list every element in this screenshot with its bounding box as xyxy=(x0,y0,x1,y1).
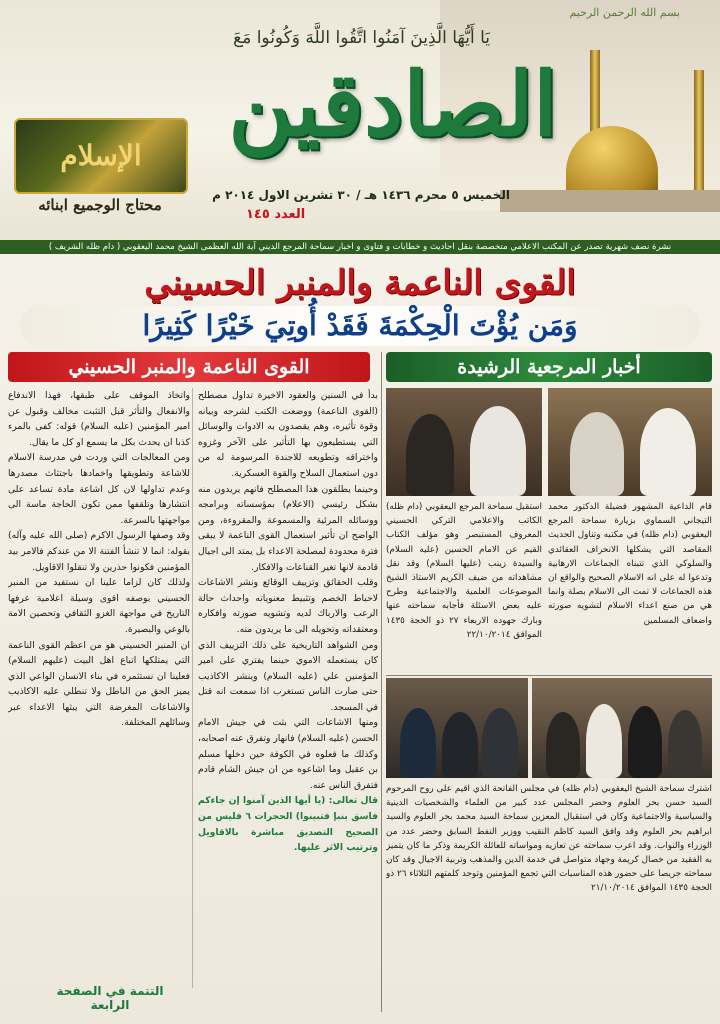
article-paragraph: وقلب الحقائق وتزييف الوقائع ونشر الاشاعات لاحباط الخصم وتثبيط معنوياته واحداث حالة الرعب والارباك لديه وتشويه صورته وافكاره ومعتقداته وتحويله الى ما يريدون منه. xyxy=(198,577,378,635)
issue-number: العدد ١٤٥ xyxy=(246,207,306,222)
dateline: الخميس ٥ محرم ١٤٣٦ هـ / ٣٠ تشرين الاول ٢٠١٤ م xyxy=(212,188,510,202)
logo-caption: محتاج الوجميع ابنائه xyxy=(38,196,162,214)
article-paragraph: ومن المعالجات التي وردت في مدرسة الاسلام للاشاعة وتطويقها واخمادها باجتثاث مصدرها وعدم تداولها لان كل اشاعة مادة تساعد على انتشارها وتلقفها ممن تكون الحاجة ماسة الى مواجهتها بالسرعة. xyxy=(8,452,190,526)
person-figure xyxy=(628,706,662,778)
article-paragraph: ان المنبر الحسيني هو من اعظم القوى الناعمة التي يمتلكها اتباع اهل البيت (عليهم السلام) فعلينا ان نستثمره في بناء الانسان الواعي الذي يميز الحق من الباطل ولا تنطلي عليه الاكاذيب والاشاعات المغرضة التي يبثها الاعداء عبر وسائلهم المختلفة. xyxy=(8,639,190,729)
article-paragraph: وقد وصفها الرسول الاكرم (صلى الله عليه وآله) بقوله: انما لا تنشأ الفتنة الا من عندكم فالامر بيد المؤمنين فكونوا حذرين ولا تنقلوا الاقاويل. xyxy=(8,530,190,573)
minaret-right xyxy=(694,70,704,200)
person-figure xyxy=(406,414,454,496)
islam-calligraphy-logo: الإسلام xyxy=(14,118,188,194)
article-paragraph: ولذلك كان لزاما علينا ان نستفيد من المنبر الحسيني بوصفه اقوى وسيلة اعلامية عرفها التاريخ في مواجهة الغزو الثقافي وتحصين الامة بالوعي والبصيرة. xyxy=(8,577,190,635)
person-figure xyxy=(400,708,436,778)
article-quote: قال تعالى: (يا أيها الذين آمنوا إن جاءكم فاسق بنبإ فتبينوا) الحجرات ٦ فليس من الصحيح التصديق مباشرة بالاقاويل وترتيب الاثر عليها. xyxy=(198,795,378,854)
article-paragraph: بدأ في السنين والعقود الاخيرة تداول مصطلح (القوى الناعمة) ووضعت الكتب لشرحه وبيانه وقوة تأثيره، وهم يقصدون به الادوات والوسائل التي يستطيعون بها التأثير على الآخر وغزوه واختراقه وتطويعه للاجندة المرسومة له من دون استعمال السلاح والقوة العسكرية. xyxy=(198,390,378,479)
article-paragraph: وحينما يطلقون هذا المصطلح فانهم يريدون منه بشكل رئيسي (الاعلام) بمؤسساته وبرامجه ووسائله المرئية والمسموعة والمقروءة، ومن الواضح ان تأثير استعمال القوى الناعمة لا يبقى فترة محدودة لمصلحة الاعداء بل يمتد الى اجيال قادمة لانها تغير القناعات والافكار. xyxy=(198,483,378,573)
continue-note: التتمة في الصفحة الرابعة xyxy=(56,984,164,1012)
masthead xyxy=(0,0,720,240)
meeting-photo-2 xyxy=(548,388,712,496)
verse-headline: وَمَن يُؤْتَ الْحِكْمَةَ فَقَدْ أُوتِيَ خَيْرًا كَثِيرًا xyxy=(20,306,700,346)
newspaper-title: الصادقين xyxy=(228,52,558,156)
person-figure xyxy=(570,412,624,496)
news-item-2: قام الداعية المشهور فضيلة الدكتور محمد التيجاني السماوي بزيارة سماحة المرجع اليعقوبي (دام ظله) في مكتبه وتناول الحديث المقاصد التي يشكلها الانحراف العقائدي والسلوكي الذي تتبناه الجماعات الارهابية وتدعوا له على انه الاسلام الصحيح والواقع ان هذه الجماعات لا تمت الى الاسلام بصلة وانما هي من صنع اعداء الاسلام لتشويه صورته واضعاف المسلمين xyxy=(548,502,712,626)
article-paragraph: ومنها الاشاعات التي بثت في جيش الامام الحسن (عليه السلام) فانهار وتفرق عنه اصحابه، وكذلك ما فعلوه في الكوفة حين دخلها مسلم بن عقيل وما اشاعوه من ان جيش الشام قادم فتفرق الناس عنه. xyxy=(198,717,378,791)
person-figure xyxy=(640,408,696,496)
news-item-1: استقبل سماحة المرجع اليعقوبي (دام ظله) الكاتب والاعلامي التركي الحسيني المعروف المستبصر وهو مؤلف الكتاب القيم عن الامام الحسين (عليه السلام) والسيدة زينب (عليها السلام) وقد نقل مشاهداته من ضيف الكريم الاستاذ الشيخ الموضوعات العلمية والاجتماعية وطرح عليه بعض الاسئلة فأجابه سماحته عنها وبارك جهوده الاربعاء ٢٧ ذو الحجة ١٤٣٥ الموافق ٢٢/١٠/٢٠١٤ xyxy=(386,502,542,640)
gathering-photo-2 xyxy=(532,678,712,778)
article-paragraph: ومن الشواهد التاريخية على ذلك التزييف الذي كان يستعمله الاموي حينما يفتري على امير المؤمنين علي (عليه السلام) وينشر الاكاذيب حتى صارت الناس تستغرب اذا سمعت انه قتل في المسجد. xyxy=(198,639,378,713)
person-figure xyxy=(482,708,518,778)
gathering-photo-1 xyxy=(386,678,528,778)
main-headline: القوى الناعمة والمنبر الحسيني xyxy=(144,263,576,303)
shrine-walls xyxy=(500,190,720,212)
meeting-photo-1 xyxy=(386,388,542,496)
article-paragraph: واتخاذ الموقف على طبقها، فهذا الاندفاع والانفعال والتأثر قبل التثبت مخالف وقبول عن امير المؤمنين (عليه السلام) قوله: كفى بالمرء كذبا ان يحدث بكل ما يسمع او كل ما يقال. xyxy=(8,390,190,448)
masthead-verse: يَا أَيُّهَا الَّذِينَ آمَنُوا اتَّقُوا اللَّهَ وَكُونُوا مَعَ xyxy=(233,28,490,48)
person-figure xyxy=(470,406,526,496)
section-divider xyxy=(381,352,382,1012)
description-bar: نشرة نصف شهرية تصدر عن المكتب الاعلامي متخصصة بنقل احاديث و خطابات و فتاوى و اخبار سماحة المرجع الديني آية الله العظمى الشيخ محمد اليعقوبي ( دام ظله الشريف ) xyxy=(0,240,720,254)
article-column-left xyxy=(8,388,190,1008)
article-section-title: القوى الناعمة والمنبر الحسيني xyxy=(8,352,370,382)
person-figure xyxy=(442,712,478,778)
person-figure xyxy=(546,712,580,778)
person-figure xyxy=(586,704,622,778)
person-figure xyxy=(668,710,702,778)
news-item-3: اشترك سماحة الشيخ اليعقوبي (دام ظله) في مجلس الفاتحة الذي اقيم على روح المرحوم السيد حسن بحر العلوم وحضر المجلس عدد كبير من العلماء والشخصيات الدينية والسياسية والاجتماعية وكان في استقبال المعزين سماحة السيد محمد بحر العلوم والسيد ابراهيم بحر العلوم وقد وافق السيد كاظم النقيب ووزير النفط السابق وحضر عدد من الوزراء والنواب. وقد اعرب سماحته عن تعازيه ومواساته للعائلة الكريمة وذكر ما كان يتميز به الفقيد من خصال كريمة وجهاد متواصل في خدمة الدين والمذهب وتربية الاجيال وقد كان سماحته حريصا على حضور هذه المناسبات التي تجمع المؤمنين وتوحد كلمتهم الثلاثاء ٢٦ ذو الحجة ١٤٣٥ الموافق ٢١/١٠/٢٠١٤ xyxy=(386,784,712,894)
column-divider xyxy=(192,388,193,988)
news-separator xyxy=(386,675,712,676)
news-section-title: أخبار المرجعية الرشيدة xyxy=(386,352,712,382)
article-column-right xyxy=(198,388,378,1008)
basmala: بسم الله الرحمن الرحيم xyxy=(569,6,680,19)
